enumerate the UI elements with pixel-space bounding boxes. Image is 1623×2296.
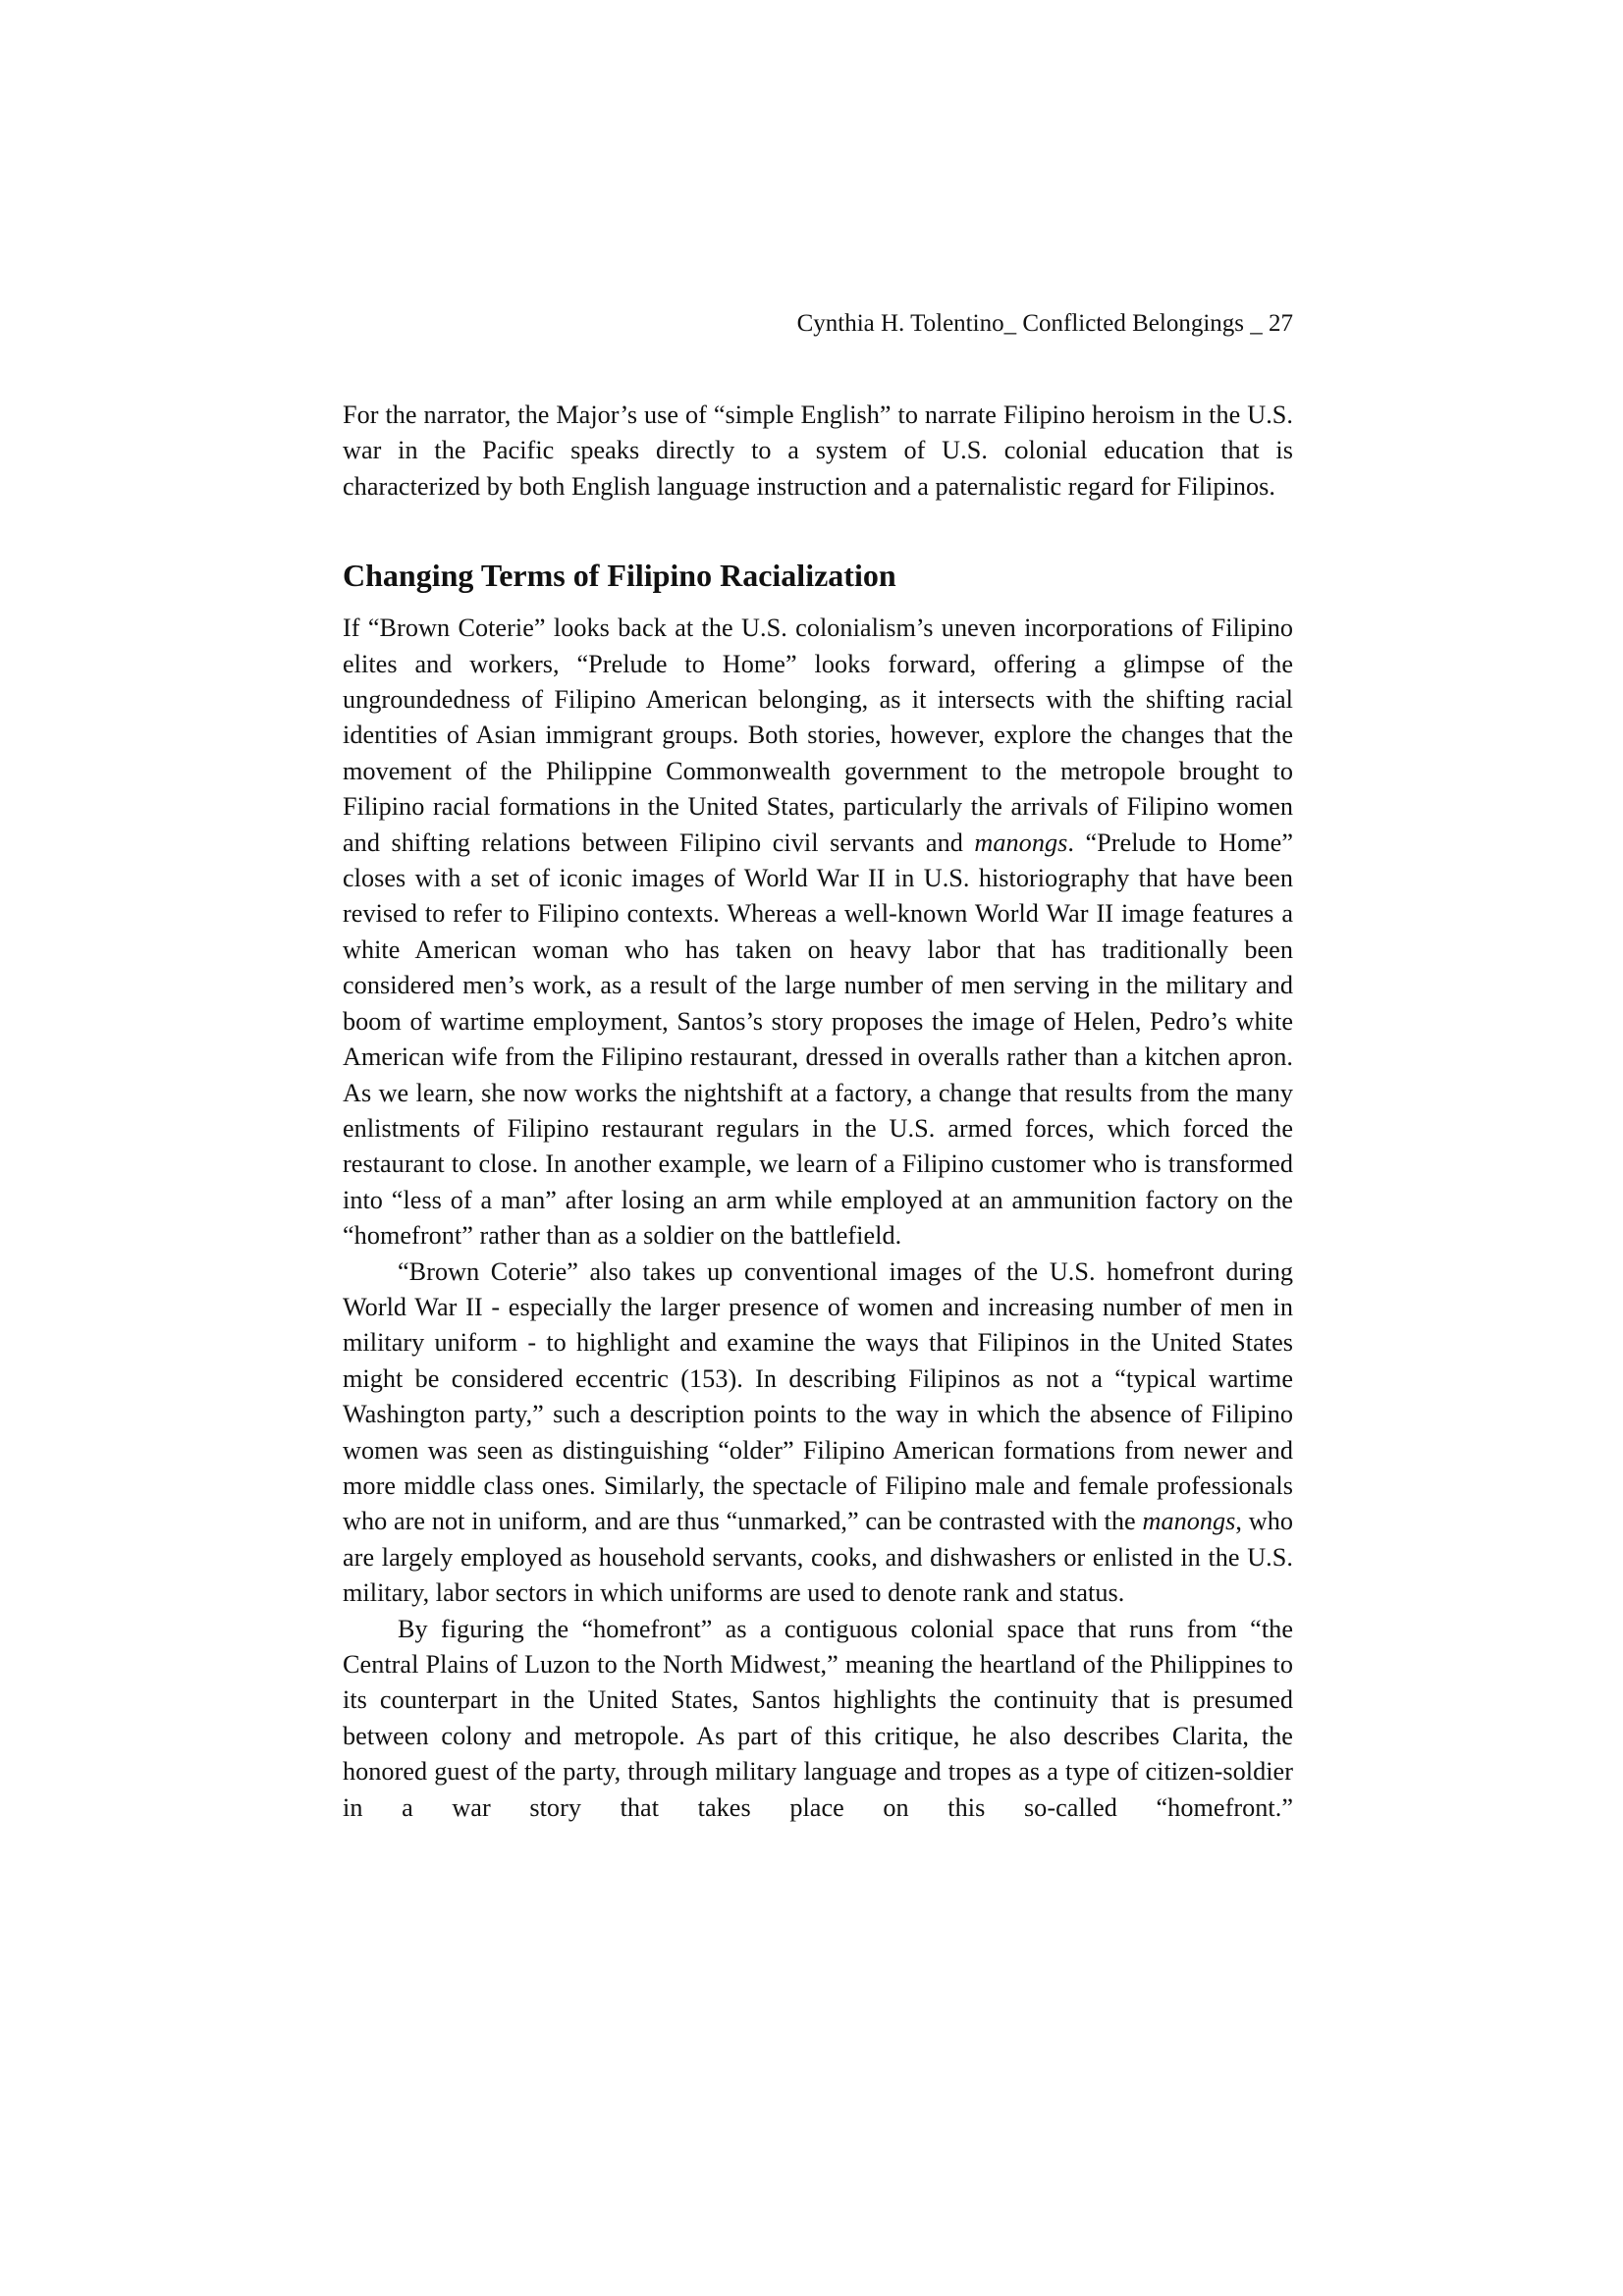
paragraph-text: “Brown Coterie” also takes up conventional images of the U.S. homefront during World War II - especially the larger presence of women and increasing number of men in military uniform - to highlight and examine the ways that Filipinos in the United States might be considered eccentric (153). In describing Filipinos as not a “typical wartime Washington party,” such a description points to the way in which the absence of Filipino women was seen as distinguishing “older” Filipino American formations from newer and more middle class ones. Similarly, the spectacle of Filipino male and female professionals who are not in uniform, and are thus “unmarked,” can be contrasted with the — [343, 1256, 1293, 1536]
body-text — [343, 398, 1293, 1826]
paragraph-text: , who are largely employed as household servants, cooks, and dishwashers or enlisted in the U.S. military, labor sectors in which uniforms are used to denote rank and status. — [343, 1507, 1293, 1608]
paragraph-section-1 — [343, 611, 1293, 1254]
paragraph-text: If “Brown Coterie” looks back at the U.S. colonialism’s uneven incorporations of Filipino elites and workers, “Prelude to Home” looks forward, offering a glimpse of the ungroundedness of Filipino American belonging, as it intersects with the shifting racial identities of Asian immigrant groups. Both stories, however, explore the changes that the movement of the Philippine Commonwealth government to the metropole brought to Filipino racial formations in the United States, particularly the arrivals of Filipino women and shifting relations between Filipino civil servants and — [343, 614, 1293, 857]
paragraph-section-2 — [343, 1255, 1293, 1612]
italic-term: manongs — [1142, 1507, 1236, 1536]
section-heading: Changing Terms of Filipino Racialization — [343, 558, 896, 594]
running-header: Cynthia H. Tolentino_ Conflicted Belongings _ 27 — [796, 310, 1293, 337]
paragraph-section-3: By figuring the “homefront” as a contiguous colonial space that runs from “the Central Plains of Luzon to the North Midwest,” meaning the heartland of the Philippines to its counterpart in the United States, Santos highlights the continuity that is presumed between colony and metropole. As part of this critique, he also describes Clarita, the honored guest of the party, through military language and tropes as a type of citizen-soldier in a war story that takes place on this so-called “homefront.” — [343, 1614, 1293, 1822]
italic-term: manongs — [974, 828, 1068, 857]
paragraph-intro: For the narrator, the Major’s use of “simple English” to narrate Filipino heroism in the U.S. war in the Pacific speaks directly to a system of U.S. colonial education that is characterized by both English language instruction and a paternalistic regard for Filipinos. — [343, 400, 1293, 501]
paragraph-text: . “Prelude to Home” closes with a set of iconic images of World War II in U.S. historiography that have been revised to refer to Filipino contexts. Whereas a well-known World War II image features a white American woman who has taken on heavy labor that has traditionally been considered men’s work, as a result of the large number of men serving in the military and boom of wartime employment, Santos’s story proposes the image of Helen, Pedro’s white American wife from the Filipino restaurant, dressed in overalls rather than a kitchen apron. As we learn, she now works the nightshift at a factory, a change that results from the many enlistments of Filipino restaurant regulars in the U.S. armed forces, which forced the restaurant to close. In another example, we learn of a Filipino customer who is transformed into “less of a man” after losing an arm while employed at an ammunition factory on the “homefront” rather than as a soldier on the battlefield. — [343, 828, 1293, 1251]
